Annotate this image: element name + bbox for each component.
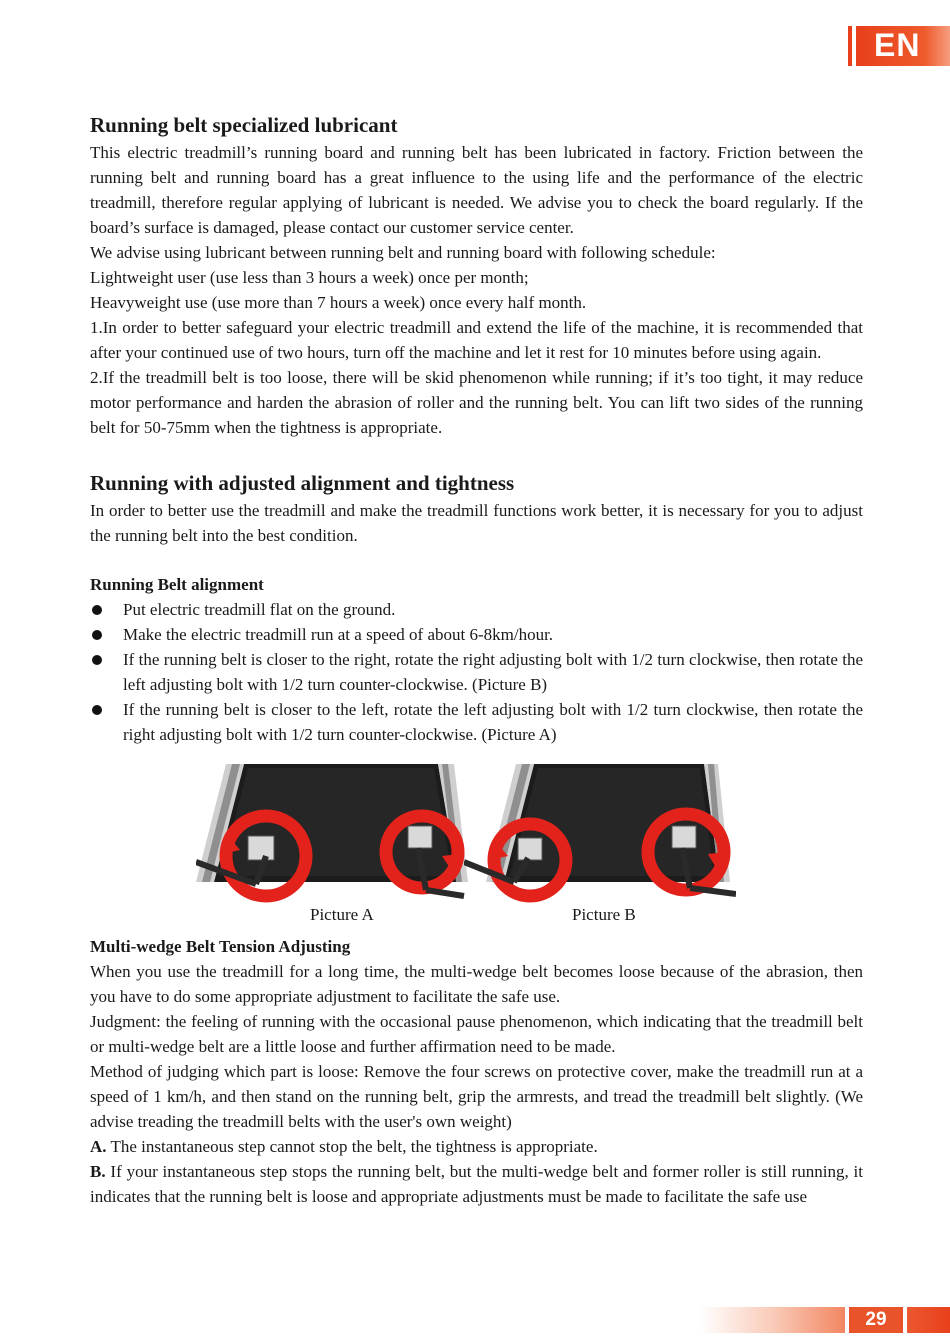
paragraph: Method of judging which part is loose: Remove the four screws on protective cover, make the treadmill run at a speed of 1 km/h, and then stand on the running belt, grip the armrests, and tread the treadmill belt slightly. (We advise treading the treadmill belts with the user's own weight): [90, 1062, 863, 1131]
subheading-belt-alignment: Running Belt alignment: [90, 575, 264, 594]
list-item-text: If the running belt is closer to the right, rotate the right adjusting bolt with 1/2 turn clockwise, then rotate the left adjusting bolt with 1/2 turn counter-clockwise. (Picture B): [123, 650, 863, 694]
page-number: 29: [865, 1309, 887, 1330]
paragraph: 1.In order to better safeguard your electric treadmill and extend the life of the machine, it is recommended that after your continued use of two hours, turn off the machine and let it rest for 10 minutes before using again.: [90, 318, 863, 362]
adjustment-pictures: [90, 764, 863, 934]
item-a-text: The instantaneous step cannot stop the belt, the tightness is appropriate.: [106, 1137, 598, 1156]
section-title-lubricant: Running belt specialized lubricant: [90, 113, 398, 137]
page-number-box: [845, 1307, 907, 1333]
paragraph: This electric treadmill’s running board and running belt has been lubricated in factory. Friction between the running belt and running board has a great influence to the using life and the performance of the electric treadmill, therefore regular applying of lubricant is needed. We advise you to check the board regularly. If the board’s surface is damaged, please contact our customer service center.: [90, 143, 863, 237]
footer-bar: [700, 1307, 950, 1333]
paragraph: We advise using lubricant between running belt and running board with following schedule:: [90, 243, 716, 262]
list-item-text: Make the electric treadmill run at a speed of about 6-8km/hour.: [123, 625, 554, 644]
language-label: EN: [874, 27, 921, 63]
bullet-icon: [92, 630, 102, 640]
subheading-tension: Multi-wedge Belt Tension Adjusting: [90, 937, 351, 956]
paragraph: In order to better use the treadmill and make the treadmill functions work better, it is necessary for you to adjust the running belt into the best condition.: [90, 501, 863, 545]
list-item: [90, 597, 863, 622]
language-tab: [852, 26, 950, 66]
list-item: [90, 622, 863, 647]
paragraph: Lightweight user (use less than 3 hours a week) once per month;: [90, 268, 529, 287]
item-b-text: If your instantaneous step stops the running belt, but the multi-wedge belt and former roller is still running, it indicates that the running belt is loose and appropriate adjustments must be made to facilitate the safe use: [90, 1162, 863, 1206]
caption-picture-a: Picture A: [310, 905, 374, 924]
list-item: [90, 697, 863, 747]
page-content: [90, 110, 863, 1209]
item-b: [90, 1159, 863, 1209]
treadmill-picture-a: [196, 764, 468, 904]
list-item-text: If the running belt is closer to the left, rotate the left adjusting bolt with 1/2 turn clockwise, then rotate the right adjusting bolt with 1/2 turn counter-clockwise. (Picture A): [123, 700, 863, 744]
paragraph: Judgment: the feeling of running with the occasional pause phenomenon, which indicating that the treadmill belt or multi-wedge belt are a little loose and further affirmation need to be made.: [90, 1012, 863, 1056]
treadmill-picture-b: [464, 764, 736, 904]
paragraph: Heavyweight use (use more than 7 hours a week) once every half month.: [90, 293, 587, 312]
list-item: [90, 647, 863, 697]
section-title-alignment: Running with adjusted alignment and tightness: [90, 471, 515, 495]
bullet-icon: [92, 705, 102, 715]
bullet-icon: [92, 605, 102, 615]
bullet-icon: [92, 655, 102, 665]
alignment-steps: [90, 597, 863, 747]
caption-picture-b: Picture B: [572, 905, 636, 924]
item-a-label: A.: [90, 1137, 107, 1156]
paragraph: When you use the treadmill for a long time, the multi-wedge belt becomes loose because of the abrasion, then you have to do some appropriate adjustment to facilitate the safe use.: [90, 962, 863, 1006]
paragraph: 2.If the treadmill belt is too loose, there will be skid phenomenon while running; if it’s too tight, it may reduce motor performance and harden the abrasion of roller and the running belt. You can lift two sides of the running belt for 50-75mm when the tightness is appropriate.: [90, 368, 863, 437]
item-a: [90, 1134, 863, 1159]
item-b-label: B.: [90, 1162, 106, 1181]
list-item-text: Put electric treadmill flat on the ground.: [123, 600, 396, 619]
